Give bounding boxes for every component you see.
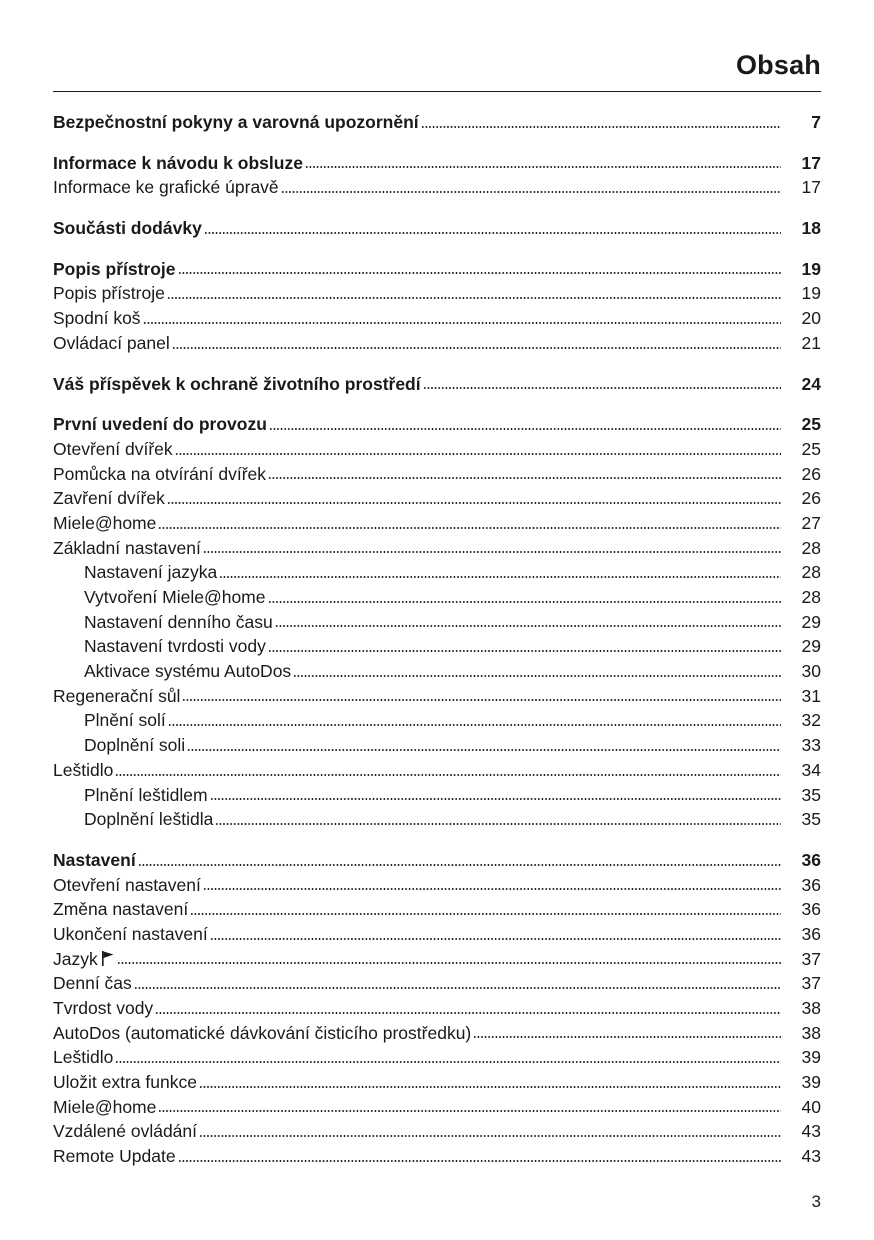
dot-leader [155, 1011, 781, 1015]
dot-leader [190, 912, 781, 916]
toc-entry-title [53, 1045, 115, 1070]
toc-entry-label: Změna nastavení [53, 899, 189, 920]
toc-page-number: 36 [801, 923, 821, 944]
dot-leader [421, 125, 781, 129]
toc-entry-label: První uvedení do provozu [53, 414, 267, 435]
toc-entry-label: Ovládací panel [53, 332, 170, 353]
toc-page-number: 26 [801, 463, 821, 484]
dot-leader [182, 698, 781, 702]
toc-entry-label: Doplnění leštidla [84, 809, 214, 830]
toc-entry[interactable] [53, 216, 821, 241]
toc-entry-title [53, 281, 167, 306]
toc-entry-title [53, 306, 143, 331]
toc-entry-label: Nastavení tvrdosti vody [84, 636, 266, 657]
toc-entry-title [53, 437, 175, 462]
toc-entry-label: Doplnění soli [84, 735, 186, 756]
toc-entry[interactable] [53, 412, 821, 437]
toc-page-number: 27 [801, 512, 821, 533]
toc-entry-title [53, 897, 190, 922]
dot-leader [178, 1159, 781, 1163]
dot-leader [167, 296, 781, 300]
toc-entry[interactable] [53, 151, 821, 176]
toc-page-number: 20 [801, 308, 821, 329]
toc-entry-label: Pomůcka na otvírání dvířek [53, 463, 267, 484]
toc-entry[interactable] [53, 306, 821, 331]
toc-page-number: 38 [801, 1022, 821, 1043]
dot-leader [168, 723, 781, 727]
toc-entry-title [53, 462, 268, 487]
dot-leader [268, 600, 782, 604]
toc-page-number: 25 [801, 438, 821, 459]
toc-page-number: 19 [801, 258, 821, 279]
toc-page-number: 36 [801, 849, 821, 870]
dot-leader [275, 624, 781, 628]
toc-entry-title [53, 708, 168, 733]
toc-entry[interactable] [53, 175, 821, 200]
toc-entry-title [53, 783, 210, 808]
toc-entry-title [53, 971, 134, 996]
dot-leader [305, 165, 781, 169]
toc-entry-label: Základní nastavení [53, 537, 201, 558]
toc-page-number: 36 [801, 899, 821, 920]
toc-entry-label: Otevření dvířek [53, 438, 173, 459]
toc-entry-title [53, 110, 421, 135]
toc-entry[interactable] [53, 659, 821, 684]
toc-page-number: 24 [801, 373, 821, 394]
toc-page-number: 32 [801, 710, 821, 731]
dot-leader [143, 321, 781, 325]
toc-page-number: 30 [801, 661, 821, 682]
flag-icon [101, 949, 115, 966]
toc-entry-title [53, 733, 187, 758]
page-title: Obsah [735, 50, 821, 80]
toc-entry-title [53, 922, 210, 947]
toc-entry[interactable] [53, 511, 821, 536]
toc-page-number: 28 [801, 587, 821, 607]
toc-entry[interactable] [53, 758, 821, 783]
toc-entry[interactable] [53, 922, 821, 947]
toc-entry-label: Plnění solí [84, 710, 166, 731]
toc-entry-label: Informace k návodu k obsluze [53, 152, 303, 173]
toc-page-number: 18 [801, 218, 821, 239]
dot-leader [204, 231, 781, 235]
toc-entry-label: Spodní koš [53, 308, 141, 329]
toc-page-number: 43 [801, 1121, 821, 1142]
toc-entry[interactable] [53, 372, 821, 397]
dot-leader [423, 386, 781, 390]
dot-leader [158, 1109, 781, 1113]
dot-leader [187, 748, 781, 752]
toc-entry-title [53, 1021, 473, 1046]
toc-entry[interactable] [53, 281, 821, 306]
toc-entry-title [53, 1070, 199, 1095]
dot-leader [138, 863, 781, 867]
toc-entry-label: Váš příspěvek k ochraně životního prostředí [53, 373, 421, 394]
dot-leader [268, 476, 781, 480]
toc-entry[interactable] [53, 733, 821, 758]
toc-page-number: 34 [801, 759, 821, 780]
dot-leader [473, 1035, 781, 1039]
toc-entry-title [53, 610, 275, 635]
dot-leader [219, 575, 781, 579]
toc-entry-title [53, 151, 305, 176]
toc-page-number: 28 [801, 537, 821, 558]
dot-leader [199, 1134, 781, 1138]
toc-entry-label: Bezpečnostní pokyny a varovná upozornění [53, 112, 419, 132]
dot-leader [115, 1060, 781, 1064]
toc-entry[interactable] [53, 873, 821, 898]
toc-entry-label: Informace ke grafické úpravě [53, 177, 279, 198]
toc-entry[interactable] [53, 634, 821, 659]
toc-page-number: 17 [801, 177, 821, 198]
toc-page-number: 31 [801, 685, 821, 706]
toc-page-number: 43 [801, 1146, 821, 1167]
toc-page-number: 17 [801, 152, 821, 173]
dot-leader [203, 550, 781, 554]
toc-entry-label: Remote Update [53, 1146, 176, 1167]
toc-entry[interactable] [53, 1144, 821, 1169]
toc-entry[interactable] [53, 437, 821, 462]
dot-leader [281, 190, 781, 194]
toc-page-number: 37 [801, 973, 821, 994]
dot-leader [178, 271, 781, 275]
toc-entry[interactable] [53, 807, 821, 832]
toc-entry-title [53, 659, 293, 684]
toc-page-number: 39 [801, 1072, 821, 1093]
toc-entry-label: Popis přístroje [53, 258, 176, 279]
toc-entry-title [53, 331, 172, 356]
toc-entry-label: Zavření dvířek [53, 488, 165, 509]
toc-entry-label: Miele@home [53, 1096, 157, 1117]
toc-entry[interactable] [53, 684, 821, 709]
toc-entry-label: Nastavení denního času [84, 611, 273, 632]
toc-entry-title [53, 1095, 158, 1120]
toc-entry-label: Vzdálené ovládání [53, 1121, 197, 1142]
toc-entry[interactable] [53, 1119, 821, 1144]
dot-leader [293, 674, 781, 678]
toc-entry-label: AutoDos (automatické dávkování čisticího prostředku) [53, 1022, 472, 1043]
toc-entry-label: Denní čas [53, 973, 132, 994]
toc-entry-title [53, 486, 167, 511]
toc-entry-title [53, 511, 158, 536]
toc-entry-title [53, 216, 204, 241]
dot-leader [210, 937, 781, 941]
toc-page-number: 39 [801, 1047, 821, 1068]
toc-page-number: 25 [801, 414, 821, 435]
toc-page-number: 36 [801, 874, 821, 895]
toc-entry-title [53, 257, 178, 282]
dot-leader [175, 452, 781, 456]
toc-entry[interactable] [53, 1021, 821, 1046]
toc-page-number: 37 [801, 948, 821, 969]
toc-entry-title [53, 873, 203, 898]
dot-leader [268, 649, 781, 653]
toc-entry[interactable] [53, 560, 821, 585]
toc-entry-title [53, 848, 138, 873]
toc-entry[interactable] [53, 462, 821, 487]
dot-leader [269, 427, 781, 431]
toc-entry-title [53, 758, 115, 783]
toc-page-number: 26 [801, 488, 821, 509]
toc-entry[interactable] [53, 536, 821, 561]
toc-entry-title [53, 634, 268, 659]
toc-entry-title [53, 372, 423, 397]
toc-entry-title [53, 807, 215, 832]
toc-entry-title [53, 585, 268, 610]
toc-page-number: 35 [801, 809, 821, 830]
toc-entry-title [53, 684, 182, 709]
toc-entry[interactable] [53, 1095, 821, 1120]
toc-entry-label: Tvrdost vody [53, 998, 154, 1018]
dot-leader [115, 773, 781, 777]
toc-page-number: 29 [801, 636, 821, 657]
toc-page-number: 28 [801, 562, 821, 583]
toc-entry-title [53, 536, 203, 561]
toc-entry[interactable] [53, 110, 821, 135]
toc-entry-label: Regenerační sůl [53, 685, 181, 706]
toc-page-number: 35 [801, 784, 821, 805]
toc-entry[interactable] [53, 1070, 821, 1095]
toc-page-number: 29 [801, 611, 821, 632]
dot-leader [215, 822, 781, 826]
dot-leader [117, 961, 781, 965]
toc-entry[interactable] [53, 848, 821, 873]
toc-entry[interactable] [53, 708, 821, 733]
toc-entry[interactable] [53, 331, 821, 356]
toc-entry-label: Plnění leštidlem [84, 784, 208, 805]
toc-entry-title [53, 947, 117, 972]
toc-entry[interactable] [53, 257, 821, 282]
toc-entry-label: Popis přístroje [53, 283, 165, 304]
toc-entry[interactable] [53, 897, 821, 922]
dot-leader [210, 797, 781, 801]
toc-entry[interactable] [53, 971, 821, 996]
page-number: 3 [811, 1192, 821, 1211]
toc-entry-title [53, 1144, 178, 1169]
dot-leader [158, 526, 781, 530]
toc-entry-title [53, 175, 281, 200]
toc-entry-label: Nastavení [53, 849, 136, 870]
toc-entry-title [53, 412, 269, 437]
dot-leader [199, 1085, 781, 1089]
toc-page-number: 7 [811, 112, 821, 132]
toc-entry-label: Miele@home [53, 512, 157, 533]
toc-entry[interactable] [53, 947, 821, 972]
toc-entry-title [53, 1119, 199, 1144]
toc-page-number: 38 [801, 998, 821, 1018]
toc-page-number: 19 [801, 283, 821, 304]
toc-entry[interactable] [53, 486, 821, 511]
dot-leader [167, 501, 781, 505]
dot-leader [172, 346, 781, 350]
toc-entry-label: Nastavení jazyka [84, 562, 218, 583]
toc-entry-label: Ukončení nastavení [53, 923, 208, 944]
toc-entry-label: Aktivace systému AutoDos [84, 661, 292, 682]
toc-entry-label: Vytvoření Miele@home [84, 587, 266, 607]
toc-entry-label: Součásti dodávky [53, 218, 202, 239]
toc-entry[interactable] [53, 996, 821, 1021]
toc-entry-title [53, 560, 219, 585]
header-rule [53, 91, 821, 92]
toc-page-number: 40 [801, 1096, 821, 1117]
dot-leader [134, 986, 781, 990]
toc-entry-title [53, 996, 155, 1021]
toc-entry-label: Leštidlo [53, 1047, 114, 1068]
toc-entry[interactable] [53, 1045, 821, 1070]
toc-entry[interactable] [53, 610, 821, 635]
toc-entry-label: Leštidlo [53, 759, 114, 780]
toc-entry-label: Otevření nastavení [53, 874, 201, 895]
toc-entry[interactable] [53, 585, 821, 610]
toc-entry-label: Uložit extra funkce [53, 1072, 197, 1093]
toc-page-number: 33 [801, 735, 821, 756]
dot-leader [203, 887, 781, 891]
toc-page-number: 21 [801, 332, 821, 353]
toc-entry-label: Jazyk [53, 948, 98, 969]
toc-entry[interactable] [53, 783, 821, 808]
table-of-contents [53, 110, 821, 1169]
